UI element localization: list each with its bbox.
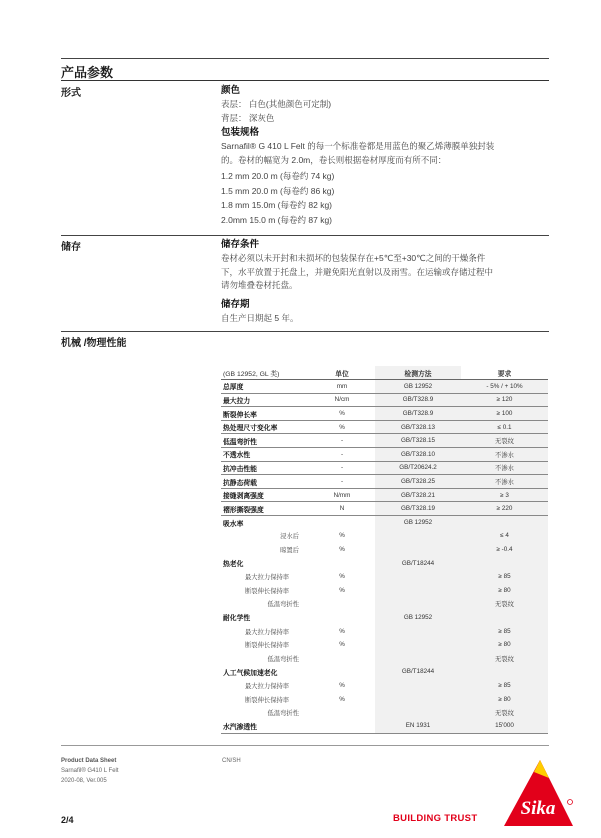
property-name: 热老化: [223, 561, 244, 569]
table-row: [221, 651, 548, 665]
table-row: [221, 516, 548, 530]
property-name: 耐化学性: [223, 615, 251, 623]
sika-logo-text: Sika: [520, 798, 556, 819]
property-method: GB/T18244: [375, 665, 461, 679]
table-row: [221, 407, 548, 421]
property-method: EN 1931: [375, 719, 461, 733]
table-row: [221, 665, 548, 679]
separator-storage: [61, 235, 549, 236]
property-name: 断裂伸长率: [221, 407, 309, 421]
storage-conditions-3: 请勿堆叠卷材托盘。: [221, 280, 298, 290]
property-requirement: ≥ 80: [461, 692, 548, 706]
property-name: 断裂伸长保持率: [245, 587, 290, 595]
header-unit: 单位: [309, 366, 375, 380]
property-method: GB/T328.9: [375, 393, 461, 407]
property-method: GB/T20624.2: [375, 461, 461, 475]
property-method: [375, 651, 461, 665]
table-row: [221, 556, 548, 570]
table-row: [221, 380, 548, 394]
property-unit: [309, 597, 375, 611]
property-unit: [309, 665, 375, 679]
property-method: [375, 692, 461, 706]
property-requirement: 不渗水: [461, 461, 548, 475]
property-requirement: [461, 665, 548, 679]
property-method: GB/T18244: [375, 556, 461, 570]
page-number: 2/4: [61, 815, 74, 825]
property-requirement: - 5% / + 10%: [461, 380, 548, 394]
size-3: 1.8 mm 15.0m (每卷约 82 kg): [221, 200, 333, 210]
property-unit: [309, 651, 375, 665]
storage-conditions-1: 卷材必须以未开封和未损坏的包装保存在+5℃至+30℃之间的干燥条件: [221, 253, 486, 263]
property-method: [375, 529, 461, 543]
property-name: 褶形撕裂强度: [221, 502, 309, 516]
top-rule: [61, 58, 549, 59]
property-requirement: 15'000: [461, 719, 548, 733]
property-name: 不透水性: [221, 448, 309, 462]
property-name: 低温弯折性: [221, 434, 309, 448]
property-method: GB/T328.15: [375, 434, 461, 448]
table-row: [221, 611, 548, 625]
table-row: [221, 570, 548, 584]
property-method: GB/T328.19: [375, 502, 461, 516]
property-method: GB/T328.13: [375, 420, 461, 434]
property-unit: -: [309, 475, 375, 489]
property-requirement: ≥ 85: [461, 624, 548, 638]
storage-content: [221, 238, 546, 325]
property-unit: %: [339, 695, 345, 703]
property-unit: %: [339, 573, 345, 581]
property-method: GB/T328.10: [375, 448, 461, 462]
property-requirement: 不渗水: [461, 475, 548, 489]
property-unit: mm: [309, 380, 375, 394]
property-requirement: ≤ 4: [461, 529, 548, 543]
property-name: 人工气候加速老化: [223, 669, 278, 677]
property-unit: %: [309, 420, 375, 434]
property-unit: [309, 556, 375, 570]
property-unit: [309, 719, 375, 733]
property-name: 低温弯折性: [267, 655, 299, 663]
property-name: 最大拉力保持率: [245, 628, 290, 636]
table-row: [221, 584, 548, 598]
property-name: 最大拉力保持率: [245, 574, 290, 582]
size-1: 1.2 mm 20.0 m (每卷约 74 kg): [221, 171, 335, 181]
table-row: [221, 420, 548, 434]
header-requirement: 要求: [461, 366, 548, 380]
property-method: [375, 570, 461, 584]
table-row: [221, 679, 548, 693]
property-name: 浸水后: [280, 533, 299, 541]
property-method: [375, 543, 461, 557]
table-row: [221, 461, 548, 475]
property-requirement: 无裂纹: [461, 706, 548, 720]
table-row: [221, 475, 548, 489]
color-heading: 颜色: [221, 85, 241, 96]
property-unit: [309, 611, 375, 625]
footer-version: 2020-08, Ver.005: [61, 778, 107, 784]
property-requirement: ≥ 220: [461, 502, 548, 516]
property-method: GB 12952: [375, 516, 461, 530]
storage-period-heading: 储存期: [221, 298, 250, 310]
table-row: [221, 624, 548, 638]
storage-period-text: 自生产日期起 5 年。: [221, 312, 299, 323]
table-row: [221, 434, 548, 448]
property-name: 断裂伸长保持率: [245, 696, 290, 704]
property-unit: [309, 516, 375, 530]
color-line-1: 表层： 白色(其他颜色可定制): [221, 99, 332, 109]
property-unit: -: [309, 434, 375, 448]
form-content: [221, 84, 546, 227]
property-unit: -: [309, 461, 375, 475]
size-2: 1.5 mm 20.0 m (每卷约 86 kg): [221, 185, 335, 196]
section-title: 产品参数: [61, 65, 114, 80]
color-line-2: 背层： 深灰色: [221, 112, 275, 123]
property-method: [375, 706, 461, 720]
packaging-text-2: 的。卷材的幅宽为 2.0m，卷长则根据卷材厚度而有所不同：: [221, 154, 447, 165]
property-unit: %: [309, 407, 375, 421]
table-row: [221, 706, 548, 720]
form-label: 形式: [61, 88, 81, 99]
separator-mechanical: [61, 331, 549, 332]
storage-label: 储存: [61, 242, 81, 253]
mechanical-label: 机械 /物理性能: [61, 338, 127, 349]
property-requirement: 无裂纹: [461, 651, 548, 665]
property-unit: N: [309, 502, 375, 516]
property-unit: %: [339, 641, 345, 649]
property-requirement: [461, 611, 548, 625]
property-requirement: [461, 556, 548, 570]
table-row: [221, 502, 548, 516]
property-requirement: ≥ 3: [461, 488, 548, 502]
title-rule: [61, 80, 549, 81]
sika-logo: [500, 758, 575, 828]
property-unit: %: [339, 681, 345, 689]
property-name: 抗冲击性能: [221, 461, 309, 475]
table-header: [221, 366, 548, 380]
property-method: GB/T328.21: [375, 488, 461, 502]
packaging-heading: 包装规格: [221, 127, 260, 138]
property-unit: %: [339, 627, 345, 635]
property-name: 最大拉力: [221, 393, 309, 407]
storage-conditions-heading: 储存条件: [221, 239, 260, 250]
property-name: 水汽渗透性: [221, 719, 309, 733]
size-4: 2.0mm 15.0 m (每卷约 87 kg): [221, 214, 333, 225]
header-standard: (GB 12952, GL 类): [221, 366, 309, 380]
property-method: [375, 597, 461, 611]
property-unit: N/mm: [309, 488, 375, 502]
table-row: [221, 597, 548, 611]
property-name: 低温弯折性: [267, 710, 299, 718]
table-row: [221, 488, 548, 502]
property-name: 热处理尺寸变化率: [221, 420, 309, 434]
packaging-text-1: Sarnafil® G 410 L Felt 的每一个标准卷都是用蓝色的聚乙烯薄膜单独封装: [221, 141, 495, 151]
footer-rule: [61, 745, 549, 746]
property-requirement: 不渗水: [461, 448, 548, 462]
footer-product: Sarnafil® G410 L Felt: [61, 768, 119, 774]
property-requirement: ≥ 120: [461, 393, 548, 407]
property-unit: -: [309, 448, 375, 462]
property-method: [375, 624, 461, 638]
property-name: 晾置后: [280, 547, 299, 555]
property-method: [375, 679, 461, 693]
table-row: [221, 638, 548, 652]
table-row: [221, 448, 548, 462]
property-name: 低温弯折性: [267, 601, 299, 609]
property-requirement: ≥ 80: [461, 584, 548, 598]
property-requirement: ≥ 80: [461, 638, 548, 652]
property-method: GB 12952: [375, 380, 461, 394]
property-unit: %: [339, 546, 345, 554]
property-unit: %: [339, 532, 345, 540]
property-name: 接缝剥离强度: [221, 488, 309, 502]
property-method: [375, 584, 461, 598]
table-row: [221, 719, 548, 733]
header-method: 检测方法: [375, 366, 461, 380]
table-row: [221, 393, 548, 407]
footer-title: Product Data Sheet: [61, 758, 117, 764]
property-method: GB 12952: [375, 611, 461, 625]
property-unit: %: [339, 586, 345, 594]
property-requirement: [461, 516, 548, 530]
property-requirement: ≤ 0.1: [461, 420, 548, 434]
property-requirement: ≥ 85: [461, 679, 548, 693]
property-name: 抗静态荷载: [221, 475, 309, 489]
properties-table: [221, 366, 548, 734]
property-requirement: ≥ -0.4: [461, 543, 548, 557]
property-unit: [309, 706, 375, 720]
table-row: [221, 692, 548, 706]
property-method: GB/T328.9: [375, 407, 461, 421]
property-requirement: ≥ 85: [461, 570, 548, 584]
footer-region: CN/SH: [222, 758, 241, 764]
building-trust-slogan: BUILDING TRUST: [393, 813, 478, 824]
property-requirement: 无裂纹: [461, 597, 548, 611]
property-name: 吸水率: [223, 520, 244, 528]
property-name: 总厚度: [221, 380, 309, 394]
property-requirement: ≥ 100: [461, 407, 548, 421]
property-name: 最大拉力保持率: [245, 682, 290, 690]
table-row: [221, 543, 548, 557]
storage-conditions-2: 下，水平放置于托盘上，并避免阳光直射以及雨雪。在运输或存储过程中: [221, 266, 494, 277]
property-requirement: 无裂纹: [461, 434, 548, 448]
property-method: GB/T328.25: [375, 475, 461, 489]
property-method: [375, 638, 461, 652]
property-name: 断裂伸长保持率: [245, 642, 290, 650]
property-unit: N/cm: [309, 393, 375, 407]
table-row: [221, 529, 548, 543]
